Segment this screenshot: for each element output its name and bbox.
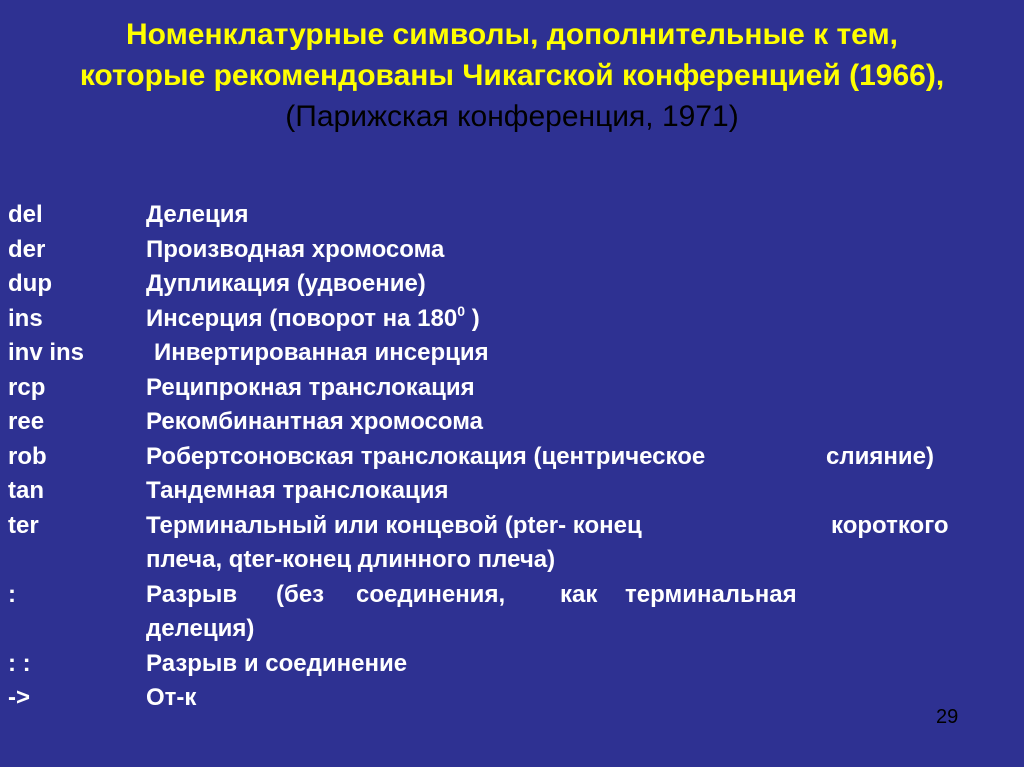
term-abbr: dup (8, 270, 52, 297)
term-abbr: ins (8, 304, 43, 332)
term-abbr: inv ins (8, 339, 85, 366)
term-definition: Реципрокная транслокация (146, 373, 475, 401)
term-abbr: : : (8, 649, 31, 677)
term-abbr: del (8, 201, 43, 228)
term-abbr: ree (8, 408, 45, 435)
nomenclature-list (8, 198, 1008, 716)
term-row-ter (8, 509, 1008, 544)
term-row-break-join (8, 647, 1008, 682)
term-definition (146, 302, 480, 337)
term-definition-tail: слияние) (826, 442, 934, 470)
term-abbr: : (8, 580, 16, 608)
term-definition-continuation: делеция) (146, 615, 255, 642)
term-abbr: ter (8, 511, 39, 539)
slide-title (0, 14, 1024, 137)
term-row-arrow (8, 681, 1008, 716)
page-number: 29 (936, 706, 959, 728)
term-abbr: der (8, 235, 46, 263)
term-abbr: -> (8, 684, 31, 711)
term-row-der (8, 233, 1008, 268)
term-row-break-cont (8, 612, 1008, 647)
term-abbr: rob (8, 442, 47, 470)
term-abbr: tan (8, 477, 44, 504)
term-row-break (8, 578, 1008, 613)
term-definition: Терминальный или концевой (pter- конец (146, 511, 642, 539)
term-row-ins (8, 302, 1008, 337)
title-line-2: которые рекомендованы Чикагской конференцией (1966), (79, 59, 945, 92)
term-definition-continuation: плеча, qter-конец длинного плеча) (146, 546, 556, 573)
term-definition-word: Разрыв (146, 580, 238, 608)
term-row-ree (8, 405, 1008, 440)
term-definition: Делеция (146, 201, 249, 228)
term-row-del (8, 198, 1008, 233)
term-definition: Разрыв и соединение (146, 649, 408, 677)
term-row-dup (8, 267, 1008, 302)
term-definition: Рекомбинантная хромосома (146, 408, 484, 435)
term-row-tan (8, 474, 1008, 509)
term-definition-word: терминальная (625, 580, 797, 608)
term-definition: Робертсоновская транслокация (центрическое (146, 442, 706, 470)
term-definition-end: ) (465, 304, 480, 332)
term-row-ter-cont (8, 543, 1008, 578)
title-line-1: Номенклатурные символы, дополнительные к тем, (125, 18, 898, 51)
term-definition: Дупликация (удвоение) (146, 270, 426, 297)
term-abbr: rcp (8, 373, 46, 401)
term-definition: Инвертированная инсерция (154, 339, 489, 366)
term-definition: Тандемная транслокация (146, 477, 449, 504)
term-definition-tail: короткого (831, 511, 949, 539)
term-row-rob (8, 440, 1008, 475)
term-row-inv-ins (8, 336, 1008, 371)
term-definition: Производная хромосома (146, 235, 445, 263)
term-definition-text: Инсерция (поворот на 180 (146, 304, 458, 332)
title-subtitle: (Парижская конференция, 1971) (285, 100, 739, 133)
term-definition-word: (без (276, 580, 325, 608)
term-definition: От-к (146, 684, 197, 711)
degree-superscript: 0 (457, 302, 466, 319)
term-definition-word: соединения, (356, 580, 506, 608)
term-row-rcp (8, 371, 1008, 406)
term-definition-word: как (560, 580, 598, 608)
